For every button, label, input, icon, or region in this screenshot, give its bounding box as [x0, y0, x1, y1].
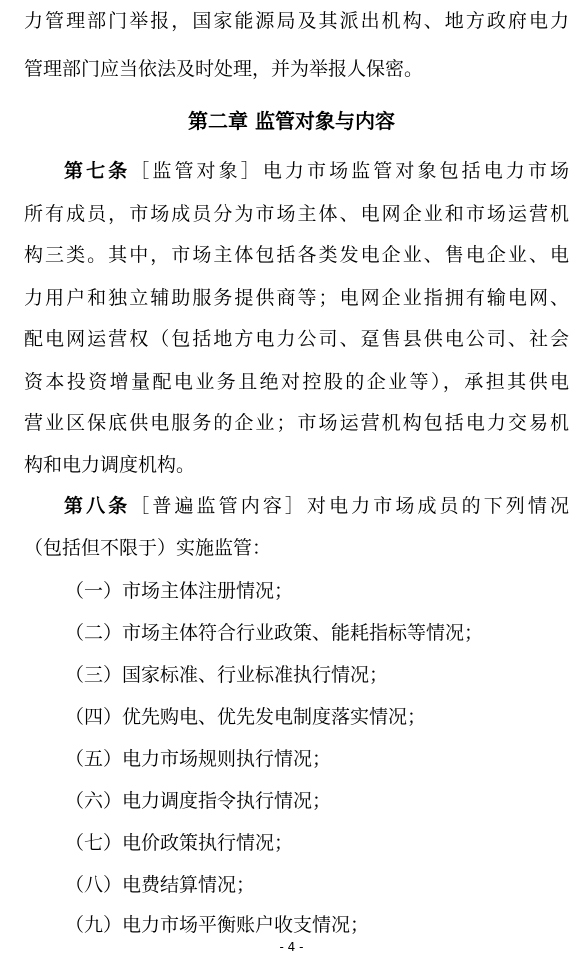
- article-8-first-line: [64, 493, 569, 520]
- list-item: （五）电力市场规则执行情况；: [65, 748, 332, 770]
- list-item: （八）电费结算情况；: [65, 874, 256, 896]
- list-item: （一）市场主体注册情况；: [65, 580, 294, 602]
- intro-line-2: 管理部门应当依法及时处理，并为举报人保密。: [24, 58, 424, 80]
- list-item: （三）国家标准、行业标准执行情况；: [65, 664, 389, 686]
- chapter-title: 第二章 监管对象与内容: [188, 109, 395, 133]
- page-number: - 4 -: [279, 940, 304, 954]
- article-7-line: 所有成员，市场成员分为市场主体、电网企业和市场运营机: [24, 203, 569, 225]
- article-7-line: 营业区保底供电服务的企业；市场运营机构包括电力交易机: [24, 412, 569, 434]
- article-7-line: 构和电力调度机构。: [24, 454, 196, 476]
- list-item: （九）电力市场平衡账户收支情况；: [65, 914, 370, 936]
- intro-line-1: 力管理部门举报，国家能源局及其派出机构、地方政府电力: [24, 10, 569, 32]
- article-7-line: 资本投资增量配电业务且绝对控股的企业等），承担其供电: [24, 371, 569, 393]
- article-7-line: 力用户和独立辅助服务提供商等；电网企业指拥有输电网、: [24, 287, 569, 309]
- list-item: （六）电力调度指令执行情况；: [65, 790, 332, 812]
- article-7-first-line-text: ［监管对象］电力市场监管对象包括电力市场: [130, 160, 569, 182]
- article-7-label: 第七条: [64, 160, 131, 182]
- list-item: （二）市场主体符合行业政策、能耗指标等情况；: [65, 622, 484, 644]
- article-8-label: 第八条: [64, 495, 131, 517]
- article-7-line: 构三类。其中，市场主体包括各类发电企业、售电企业、电: [24, 244, 569, 266]
- list-item: （七）电价政策执行情况；: [65, 832, 294, 854]
- article-7-line: 配电网运营权（包括地方电力公司、趸售县供电公司、社会: [24, 328, 569, 350]
- article-8-first-line-text: ［普遍监管内容］对电力市场成员的下列情况: [130, 495, 569, 517]
- list-item: （四）优先购电、优先发电制度落实情况；: [65, 706, 427, 728]
- article-8-line: （包括但不限于）实施监管：: [24, 537, 272, 559]
- article-7-first-line: [64, 158, 569, 185]
